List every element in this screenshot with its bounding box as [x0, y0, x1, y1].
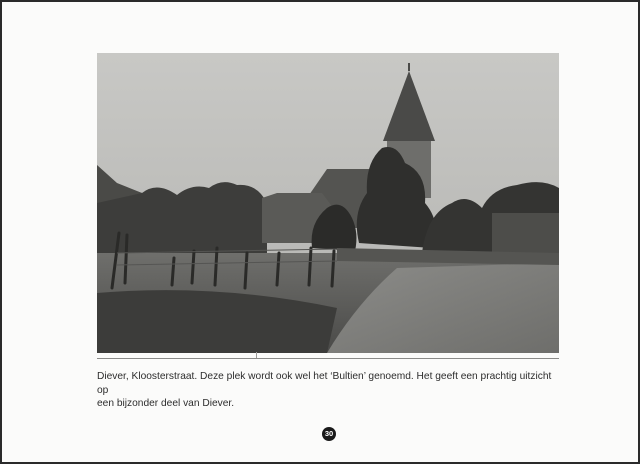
page-number-badge: 30: [322, 427, 336, 441]
photo-illustration: [97, 53, 559, 353]
photograph-church-tower: [97, 53, 559, 353]
caption-line-2: een bijzonder deel van Diever.: [97, 398, 235, 409]
caption-line-1: Diever, Kloosterstraat. Deze plek wordt ook wel het ‘Bultien’ genoemd. Het geeft een prachtig uitzicht op: [97, 371, 552, 396]
photo-caption: [97, 370, 559, 411]
book-page: [2, 2, 638, 462]
caption-rule: [97, 358, 559, 359]
